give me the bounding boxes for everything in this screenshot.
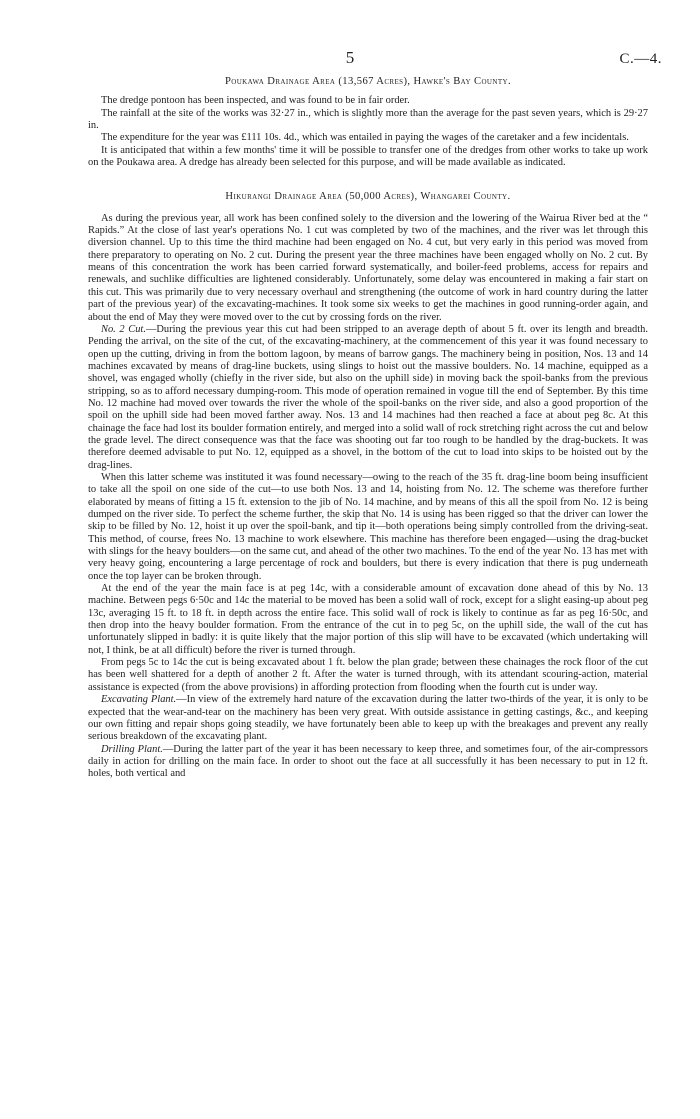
paragraph: The rainfall at the site of the works was 32·27 in., which is slightly more than the average for the past seven years, which is 29·27 in.	[88, 107, 648, 132]
subheading-drilling-plant: Drilling Plant.	[101, 743, 163, 755]
paragraph: The dredge pontoon has been inspected, and was found to be in fair order.	[101, 95, 410, 107]
paragraph-text: —During the previous year this cut had been stripped to an average depth of about 5 ft. over its length and breadth. Pending the arrival, on the site of the cut, of the excavating-machinery, at the commencement of this year it was found necessary to open up the cutting, driving in from the bottom lagoon, by means of barrow gangs. The machinery being in position, Nos. 13 and 14 machines excavated by means of drag-line buckets, using slings to hoist out the massive boulders. No. 14 machine, equipped as a shovel, was engaged wholly (chiefly in the river side, but also on the uphill side) in moving back the spoil-banks from the previous stripping, so as to afford necessary dumping-room. This mode of operation remained in vogue till the end of September. By this time No. 12 machine had moved over towards the river the whole of the spoil-banks on the river side, and also a good proportion of the spoil on the uphill side had been moved farther away. Nos. 13 and 14 machines had then reached a face at about peg 8c. At this chainage the face had lost its boulder formation entirely, and merged into a solid wall of rock stretching right across the cut and below the grade level. The direct consequence was that the face was shooting out far too rough to be handled by the drag-buckets. It was therefore deemed advisable to put No. 12, equipped as a shovel, in the bottom of the cut to load into skips to be hoisted out by the drag-lines.	[88, 323, 648, 471]
paragraph: It is anticipated that within a few months' time it will be possible to transfer one of the dredges from other works to take up work on the Poukawa area. A dredge has already been selected for this purpose, and will be made available as indicated.	[88, 144, 648, 169]
page-number: 5	[345, 48, 355, 67]
paragraph: The expenditure for the year was £111 10s. 4d., which was entailed in paying the wages of the caretaker and a few incidentals.	[101, 132, 629, 144]
paragraph	[88, 324, 648, 472]
document-reference: C.—4.	[619, 51, 662, 67]
paragraph	[88, 694, 648, 743]
paragraph-text: —In view of the extremely hard nature of the excavation during the latter two-thirds of the year, it is only to be expected that the wear-and-tear on the machinery has been very great. With outside assistance in getting castings, &c., and keeping our own fitting and repair shops going steadily, we have fortunately been able to keep up with the breakages and prevent any really serious breakdown of the excavating plant.	[88, 694, 649, 743]
paragraph-text: —During the latter part of the year it has been necessary to keep three, and sometimes four, of the air-compressors daily in action for drilling on the main face. In order to shoot out the face at all successfully it has been necessary to put in 12 ft. holes, both vertical and	[88, 743, 648, 780]
paragraph: From pegs 5c to 14c the cut is being excavated about 1 ft. below the plan grade; between these chainages the rock floor of the cut has been well shattered for a depth of another 2 ft. After the water is turned through, with its attendant scouring-action, material assistance is expected (from the above provisions) in affording protection from flooding when the fourth cut is under way.	[88, 657, 648, 693]
paragraph: At the end of the year the main face is at peg 14c, with a considerable amount of excavation done ahead of this by No. 13 machine. Between pegs 6·50c and 14c the material to be moved has been a solid wall of rock, except for a slight easing-up about peg 13c, averaging 15 ft. to 18 ft. in depth across the entire face. This solid wall of rock is likely to continue as far as peg 16·50c, and then drop into the heavy boulder formation. From the entrance of the cut in to peg 5c, on the uphill side, the wall of the cut has unfortunately slipped in badly: it is quite likely that the major portion of this slip will have to be excavated (which undertaking will not, I think, be at all difficult) before the river is turned through.	[88, 583, 648, 656]
paragraph: When this latter scheme was instituted it was found necessary—owing to the reach of the 35 ft. drag-line boom being insufficient to take all the spoil on one side of the cut—to use both Nos. 13 and 14, hoisting from No. 12. The scheme was therefore further elaborated by means of fitting a 15 ft. extension to the jib of No. 14 machine, and by means of this all the spoil from No. 12 is being dumped on the river side. To perfect the scheme further, the skip that No. 14 is using has been rigged so that the driver can lower the skip to be filled by No. 12, hoist it up over the spoil-bank, and tip it—both operations being simply controlled from the driving-seat. This method, of course, frees No. 13 machine to work elsewhere. This machine has therefore been engaged—using the drag-bucket with slings for the heavy boulders—on the same cut, and ahead of the other two machines. To the end of the year No. 13 has met with very heavy going, encountering a large percentage of rock and boulders, but there is every indication that there is pug underneath once the top layer can be broken through.	[88, 471, 648, 582]
section-heading-hikurangi: Hikurangi Drainage Area (50,000 Acres), Whangarei County.	[225, 191, 511, 203]
section-heading-poukawa: Poukawa Drainage Area (13,567 Acres), Hawke's Bay County.	[224, 76, 512, 87]
subheading-no2-cut: No. 2 Cut.	[101, 323, 146, 335]
paragraph: As during the previous year, all work has been confined solely to the diversion and the lowering of the Wairua River bed at the “ Rapids.” At the close of last year's operations No. 1 cut was completed by two of the machines, and the river was let through this diversion channel. Up to this time the third machine had been engaged on No. 4 cut, but very early in this period was moved from there preparatory to operating on No. 2 cut. During the present year the three machines have been engaged wholly on No. 2 cut. By means of this concentration the work has been carried forward systematically, and boiler-feed problems, access for repairs and renewals, and suchlike difficulties are lightened considerably. Unfortunately, some delay was encountered in making a fair start on this cut. This was primarily due to very necessary overhaul and strengthening (the outcome of work in hard country during the latter part of the previous year) of the excavating-machines. It took some six weeks to get the machines in good running-order again, and about the end of May they were moved over to the cut by crossing fords on the river.	[88, 212, 648, 323]
paragraph	[88, 744, 648, 781]
subheading-excavating-plant: Excavating Plant.	[101, 694, 177, 706]
